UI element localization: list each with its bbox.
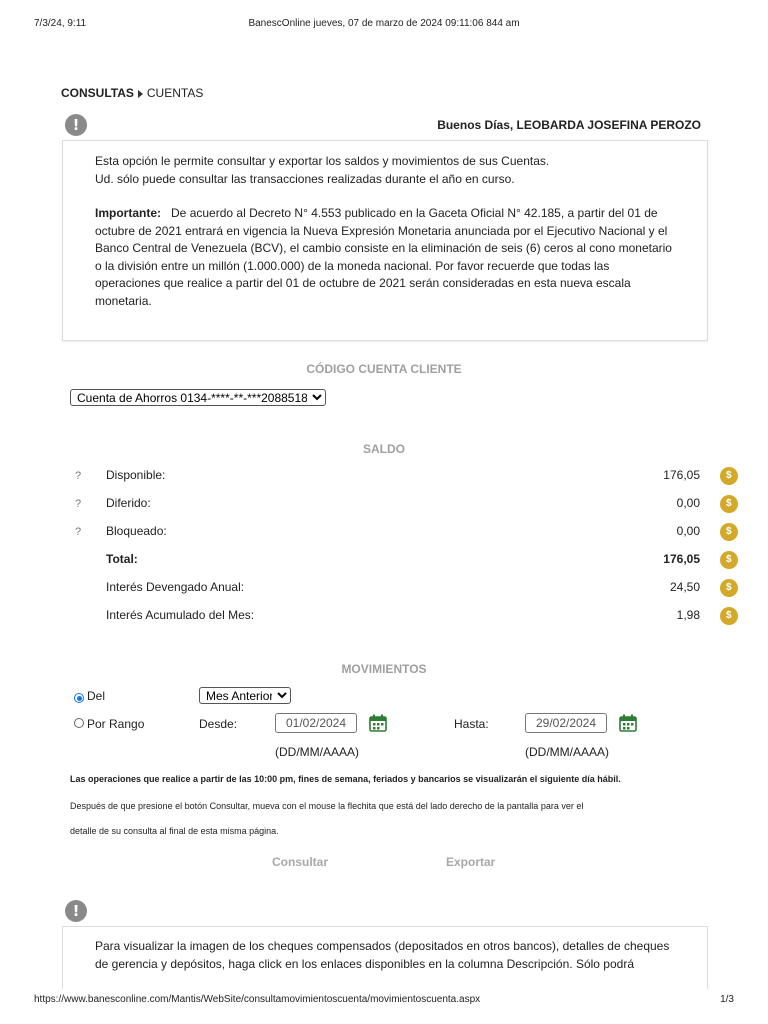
coin-icon[interactable]: $ xyxy=(720,467,738,485)
coin-icon[interactable]: $ xyxy=(720,551,738,569)
help-icon[interactable]: ? xyxy=(75,470,82,482)
radio-range-label: Por Rango xyxy=(87,717,145,731)
info-line-1: Esta opción le permite consultar y exportar los saldos y movimientos de sus Cuentas. xyxy=(95,154,550,168)
balance-label-monthly-interest: Interés Acumulado del Mes: xyxy=(106,608,255,622)
radio-del-label: Del xyxy=(87,689,106,703)
radio-range[interactable] xyxy=(74,718,84,728)
help-icon[interactable]: ? xyxy=(75,526,82,538)
balance-value-deferred: 0,00 xyxy=(676,496,700,510)
important-line: octubre de 2021 entrará en vigencia la Nueva Expresión Monetaria anunciada por el Ejecutivo Nacional y el xyxy=(95,223,668,238)
coin-icon[interactable]: $ xyxy=(720,495,738,513)
account-select[interactable] xyxy=(70,389,326,406)
greeting: Buenos Días, LEOBARDA JOSEFINA PEROZO xyxy=(437,118,701,132)
breadcrumb-page[interactable]: CUENTAS xyxy=(146,86,204,100)
balance-value-monthly-interest: 1,98 xyxy=(676,608,700,622)
instructions-line-1: Después de que presione el botón Consultar, mueva con el mouse la flechita que está del lado derecho de la pantalla para ver el xyxy=(70,801,584,811)
account-section-title: CÓDIGO CUENTA CLIENTE xyxy=(306,362,462,376)
cheques-info-line-2: de gerencia y depósitos, haga click en los enlaces disponibles en la columna Descripción. Sólo podrá xyxy=(95,956,634,971)
period-select[interactable] xyxy=(199,687,291,704)
info-line-2: Ud. sólo puede consultar las transacciones realizadas durante el año en curso. xyxy=(95,171,515,186)
balance-value-available: 176,05 xyxy=(663,468,700,482)
important-label: Importante: xyxy=(95,206,161,220)
balance-label-blocked: Bloqueado: xyxy=(106,524,167,538)
radio-del[interactable] xyxy=(74,693,84,703)
schedule-note: Las operaciones que realice a partir de las 10:00 pm, fines de semana, feriados y bancarios se visualizarán el siguiente día hábil. xyxy=(70,774,621,784)
consult-button[interactable]: Consultar xyxy=(272,855,329,869)
calendar-icon[interactable] xyxy=(369,714,387,732)
important-line: Banco Central de Venezuela (BCV), el cambio consiste en la eliminación de seis (6) ceros al cono monetario xyxy=(95,241,672,255)
from-date-format: (DD/MM/AAAA) xyxy=(275,745,359,759)
coin-icon[interactable]: $ xyxy=(720,579,738,597)
export-button[interactable]: Exportar xyxy=(446,855,496,869)
balance-label-deferred: Diferido: xyxy=(106,496,151,510)
help-icon[interactable]: ? xyxy=(75,498,82,510)
print-title: BanescOnline jueves, 07 de marzo de 2024 09:11:06 844 am xyxy=(248,18,520,29)
breadcrumb-section[interactable]: CONSULTAS xyxy=(61,86,134,100)
from-label: Desde: xyxy=(199,717,238,731)
print-date: 7/3/24, 9:11 xyxy=(34,18,87,29)
important-line: De acuerdo al Decreto N° 4.553 publicado en la Gaceta Oficial N° 42.185, a partir del 01 de xyxy=(171,206,658,220)
breadcrumb-arrow-icon xyxy=(138,90,143,98)
info-icon: ! xyxy=(65,114,87,136)
cheques-info-line-1: Para visualizar la imagen de los cheques compensados (depositados en otros bancos), detalles de cheques xyxy=(95,939,670,953)
balance-section-title: SALDO xyxy=(363,442,405,456)
print-page-number: 1/3 xyxy=(720,994,734,1005)
print-url: https://www.banesconline.com/Mantis/WebSite/consultamovimientoscuenta/movimientoscuenta.aspx xyxy=(34,994,481,1005)
balance-value-annual-interest: 24,50 xyxy=(669,580,700,594)
important-line: o la división entre un millón (1.000.000) de la moneda nacional. Por favor recuerde que todas las xyxy=(95,258,610,273)
from-date-input[interactable]: 01/02/2024 xyxy=(275,713,357,733)
info-icon: ! xyxy=(65,900,87,922)
balance-label-total: Total: xyxy=(106,552,138,566)
to-date-input[interactable]: 29/02/2024 xyxy=(525,713,607,733)
to-date-format: (DD/MM/AAAA) xyxy=(525,745,609,759)
balance-label-available: Disponible: xyxy=(106,468,166,482)
important-line: operaciones que realice a partir del 01 de octubre de 2021 serán consideradas en esta nueva escala xyxy=(95,276,631,290)
instructions-line-2: detalle de su consulta al final de esta misma página. xyxy=(70,826,279,836)
coin-icon[interactable]: $ xyxy=(720,523,738,541)
to-label: Hasta: xyxy=(454,717,489,731)
cheques-info-box xyxy=(62,926,708,989)
coin-icon[interactable]: $ xyxy=(720,607,738,625)
balance-value-blocked: 0,00 xyxy=(676,524,700,538)
breadcrumb xyxy=(61,86,203,100)
movements-section-title: MOVIMIENTOS xyxy=(341,662,427,676)
important-line: monetaria. xyxy=(95,293,152,308)
balance-label-annual-interest: Interés Devengado Anual: xyxy=(106,580,245,594)
info-box xyxy=(62,140,708,341)
balance-value-total: 176,05 xyxy=(663,552,700,566)
calendar-icon[interactable] xyxy=(619,714,637,732)
